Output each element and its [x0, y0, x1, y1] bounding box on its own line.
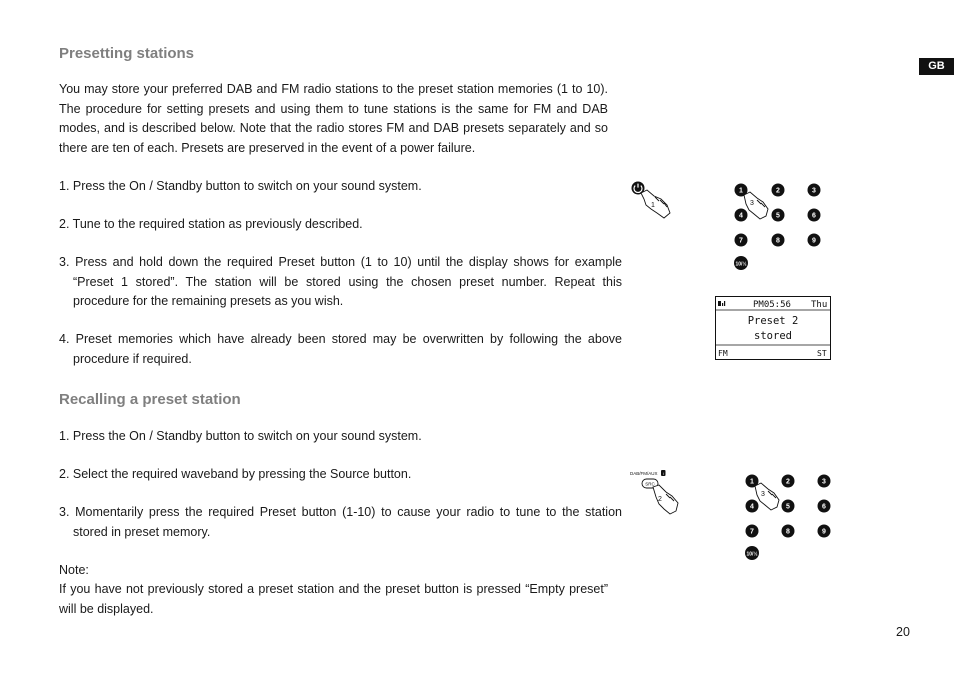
- preset-key-9: 9: [822, 528, 826, 536]
- lcd-stereo: ST: [817, 349, 827, 358]
- section-title-presetting: Presetting stations: [59, 45, 195, 62]
- preset-step-3: 3. Press and hold down the required Preset button (1 to 10) until the display shows for example “Preset 1 stored”. The station will be stored using the chosen preset number. Repeat this procedure for the remaining presets as you wish.: [59, 255, 622, 308]
- preset-key-3: 3: [812, 187, 816, 195]
- pointing-hand-icon: [641, 190, 670, 218]
- language-badge: GB: [919, 58, 954, 75]
- intro-paragraph: You may store your preferred DAB and FM radio stations to the preset station memories (1 to 10). The procedure for setting presets and using them to tune stations is the same for FM and DAB modes, and is described below. Note that the radio stores FM and DAB presets separately and so there are ten of each. Presets are preserved in the event of a power failure.: [59, 82, 608, 155]
- lcd-line-1: Preset 2: [747, 315, 799, 327]
- recall-illustration-bottom: [628, 467, 843, 567]
- preset-key-2: 2: [776, 187, 780, 195]
- pointing-hand-icon: [755, 483, 779, 510]
- pointing-hand-icon: [653, 485, 678, 514]
- preset-key-9: 9: [812, 237, 816, 245]
- lcd-day: Thu: [811, 300, 828, 310]
- preset-key-6: 6: [822, 503, 826, 511]
- preset-key-10: 10/½: [735, 261, 747, 268]
- power-step-number: 1: [651, 202, 655, 209]
- source-button-label: SRC: [645, 481, 655, 487]
- preset-key-8: 8: [776, 237, 780, 245]
- preset-key-4: 4: [739, 212, 743, 220]
- page-number: 20: [896, 625, 910, 639]
- recall-step-3: 3. Momentarily press the required Preset button (1-10) to cause your radio to tune to the station stored in preset memory.: [59, 505, 622, 539]
- recall-step-1: 1. Press the On / Standby button to switch on your sound system.: [59, 429, 422, 443]
- note-label: Note:: [59, 563, 89, 577]
- preset-key-3: 3: [822, 478, 826, 486]
- preset-key-8: 8: [786, 528, 790, 536]
- preset-illustration-top: [620, 175, 850, 275]
- svg-text:i: i: [662, 471, 664, 476]
- preset-key-6: 6: [812, 212, 816, 220]
- preset-key-2: 2: [786, 478, 790, 486]
- preset-key-1: 1: [739, 187, 743, 195]
- preset-key-7: 7: [750, 528, 754, 536]
- preset-key-7: 7: [739, 237, 743, 245]
- lcd-band: FM: [718, 349, 728, 358]
- preset-key-4: 4: [750, 503, 754, 511]
- note-text: If you have not previously stored a preset station and the preset button is pressed “Empty preset” will be displayed.: [59, 582, 608, 616]
- preset-key-5: 5: [776, 212, 780, 220]
- preset-step-2: 2. Tune to the required station as previously described.: [59, 217, 363, 231]
- lcd-time: PM05:56: [753, 300, 791, 310]
- section-title-recalling: Recalling a preset station: [59, 391, 241, 408]
- source-indicator-icon: [661, 470, 666, 476]
- press-step-number: 3: [761, 491, 765, 498]
- press-step-number: 3: [750, 200, 754, 207]
- preset-step-1: 1. Press the On / Standby button to switch on your sound system.: [59, 179, 422, 193]
- pointing-hand-icon: [744, 192, 768, 219]
- lcd-display: [715, 296, 832, 361]
- recall-step-2: 2. Select the required waveband by pressing the Source button.: [59, 467, 412, 481]
- source-label: DAB/FM/AUX: [630, 471, 658, 476]
- lcd-line-2: stored: [754, 330, 792, 342]
- preset-key-1: 1: [750, 478, 754, 486]
- preset-step-4: 4. Preset memories which have already been stored may be overwritten by following the above procedure if required.: [59, 332, 622, 366]
- preset-key-5: 5: [786, 503, 790, 511]
- preset-key-10: 10/½: [746, 551, 758, 558]
- source-step-number: 2: [658, 496, 662, 503]
